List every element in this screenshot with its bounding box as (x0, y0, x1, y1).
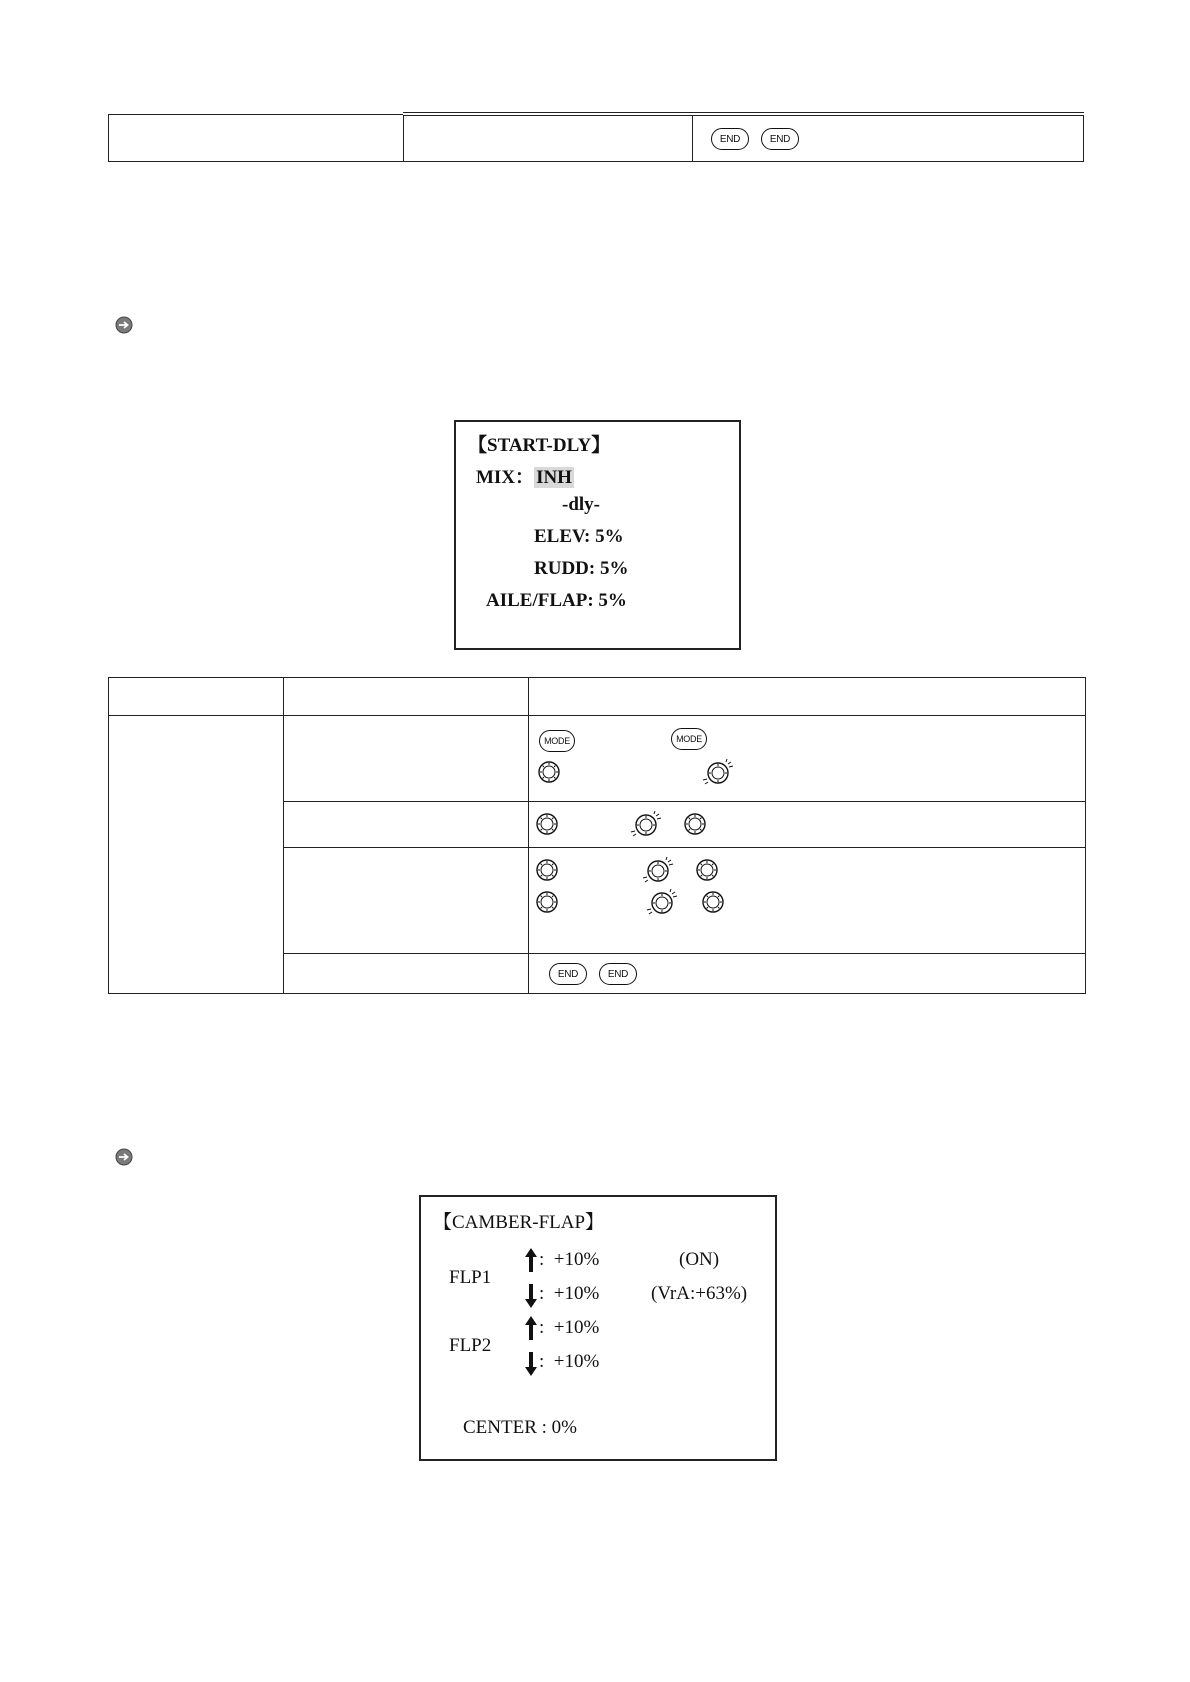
screen-title: 【CAMBER-FLAP】 (433, 1212, 605, 1233)
procedure-table (108, 677, 1086, 994)
mode-key-icon: MODE (671, 728, 707, 750)
end-key-icon: END (549, 963, 587, 985)
op-cell-3 (529, 848, 1086, 954)
end-key-icon: END (761, 128, 799, 150)
header-cell-2 (284, 678, 529, 716)
step-cell-2 (284, 802, 529, 848)
mix-value[interactable]: INH (536, 467, 572, 488)
dial-turning-icon (629, 810, 663, 838)
flp1-label: FLP1 (449, 1267, 492, 1288)
op-cell-4 (529, 954, 1086, 994)
aile-flap-delay[interactable]: AILE/FLAP: 5% (486, 590, 627, 611)
end-key-icon: END (711, 128, 749, 150)
mode-key-icon: MODE (539, 730, 575, 752)
dial-icon (537, 760, 561, 784)
step-cell-1 (284, 716, 529, 802)
camber-flap-screen (419, 1195, 777, 1461)
mix-label-text: MIX： (476, 467, 535, 488)
top-table-cell-3 (693, 114, 1084, 162)
flp2-label: FLP2 (449, 1335, 492, 1356)
arrow-bullet-icon (115, 316, 133, 334)
flp1-down-value[interactable]: : +10% (539, 1283, 600, 1304)
top-table (108, 112, 1084, 162)
top-table-cell-1 (109, 114, 404, 162)
dial-icon (695, 858, 719, 882)
dial-icon (683, 812, 707, 836)
center-value[interactable]: CENTER : 0% (463, 1417, 577, 1438)
flp2-down-value[interactable]: : +10% (539, 1351, 600, 1372)
op-cell-2 (529, 802, 1086, 848)
arrow-bullet-icon (115, 1148, 133, 1166)
screen-title: 【START-DLY】 (468, 435, 611, 456)
end-key-icon: END (599, 963, 637, 985)
op-cell-1 (529, 716, 1086, 802)
header-cell-1 (109, 678, 284, 716)
flp2-up-value[interactable]: : +10% (539, 1317, 600, 1338)
dial-icon (535, 858, 559, 882)
down-arrow-icon (523, 1351, 539, 1377)
dial-icon (701, 890, 725, 914)
function-cell (109, 716, 284, 994)
mix-label (476, 462, 574, 489)
step-cell-3 (284, 848, 529, 954)
down-arrow-icon (523, 1283, 539, 1309)
up-arrow-icon (523, 1247, 539, 1273)
elev-delay[interactable]: ELEV: 5% (534, 526, 624, 547)
step-cell-4 (284, 954, 529, 994)
status-on: (ON) (679, 1249, 720, 1270)
dly-label: -dly- (562, 494, 600, 515)
top-table-cell-2 (404, 114, 693, 162)
dial-turning-icon (701, 758, 735, 786)
rudd-delay[interactable]: RUDD: 5% (534, 558, 629, 579)
start-delay-screen (454, 420, 741, 650)
dial-turning-icon (645, 888, 679, 916)
dial-icon (535, 812, 559, 836)
vra-value: (VrA:+63%) (651, 1283, 748, 1304)
dial-icon (535, 890, 559, 914)
dial-turning-icon (641, 856, 675, 884)
header-cell-3 (529, 678, 1086, 716)
up-arrow-icon (523, 1315, 539, 1341)
flp1-up-value[interactable]: : +10% (539, 1249, 600, 1270)
